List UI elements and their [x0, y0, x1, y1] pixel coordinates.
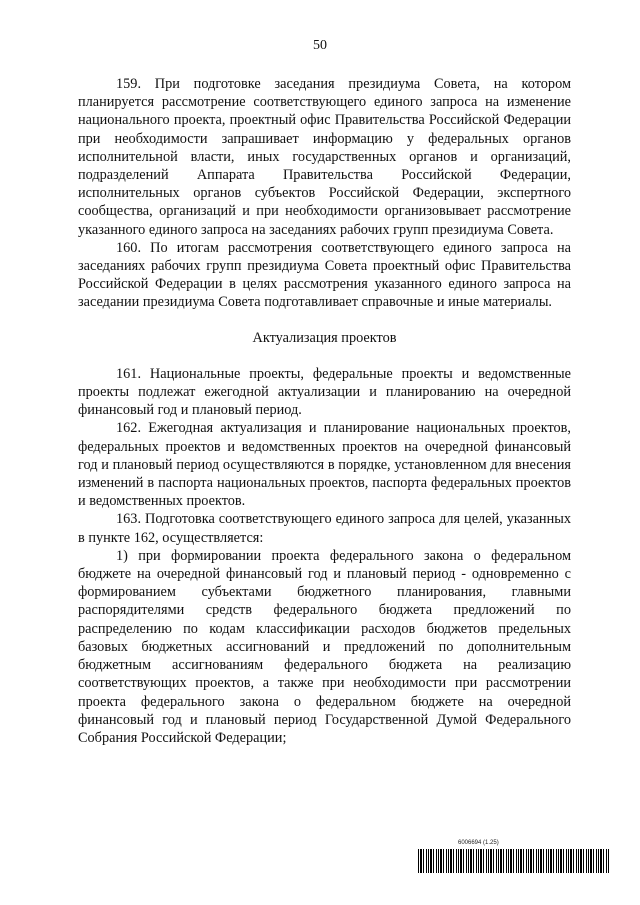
barcode-icon — [418, 849, 610, 873]
barcode-caption: 6006694 (1.25) — [458, 840, 499, 846]
barcode-block — [418, 838, 610, 878]
paragraph-163-item-1: 1) при формировании проекта федерального закона о федеральном бюджете на очередной финансовый год и плановый период - одновременно с формированием субъектами бюджетного планирования, главными распорядителями средств федерального бюджета предложений по распределению по кодам классификации расходов бюджетов предельных базовых бюджетных ассигнований и предложений по дополнительным бюджетным ассигнованиям федерального бюджета на реализацию соответствующих проектов, а также при необходимости при рассмотрении проекта федерального закона о федеральном бюджете на очередной финансовый год и плановый период Государственной Думой Федерального Собрания Российской Федерации; — [78, 547, 571, 746]
paragraph-159: 159. При подготовке заседания президиума Совета, на котором планируется рассмотрение соответствующего единого запроса на изменение национального проекта, проектный офис Правительства Российской Федерации при необходимости запрашивает информацию у федеральных органов исполнительной власти, иных государственных органов и организаций, подразделений Аппарата Правительства Российской Федерации, исполнительных органов субъектов Российской Федерации, экспертного сообщества, организаций и при необходимости организовывает рассмотрение указанного единого запроса на заседаниях рабочих групп президиума Совета. — [78, 76, 571, 238]
paragraph-162: 162. Ежегодная актуализация и планирование национальных проектов, федеральных проектов и ведомственных проектов на очередной финансовый год и плановый период осуществляются в порядке, установленном для внесения изменений в паспорта национальных проектов, паспорта федеральных проектов и ведомственных проектов. — [78, 420, 571, 510]
document-body — [78, 75, 571, 747]
paragraph-163: 163. Подготовка соответствующего единого запроса для целей, указанных в пункте 162, осуществляется: — [78, 511, 571, 546]
page-number: 50 — [313, 38, 327, 53]
section-heading: Актуализация проектов — [252, 329, 397, 346]
paragraph-160: 160. По итогам рассмотрения соответствующего единого запроса на заседаниях рабочих групп президиума Совета проектный офис Правительства Российской Федерации в целях рассмотрения указанного единого запроса на заседании президиума Совета подготавливает справочные и иные материалы. — [78, 239, 571, 311]
paragraph-161: 161. Национальные проекты, федеральные проекты и ведомственные проекты подлежат ежегодной актуализации и планированию на очередной финансовый год и плановый период. — [78, 365, 571, 419]
